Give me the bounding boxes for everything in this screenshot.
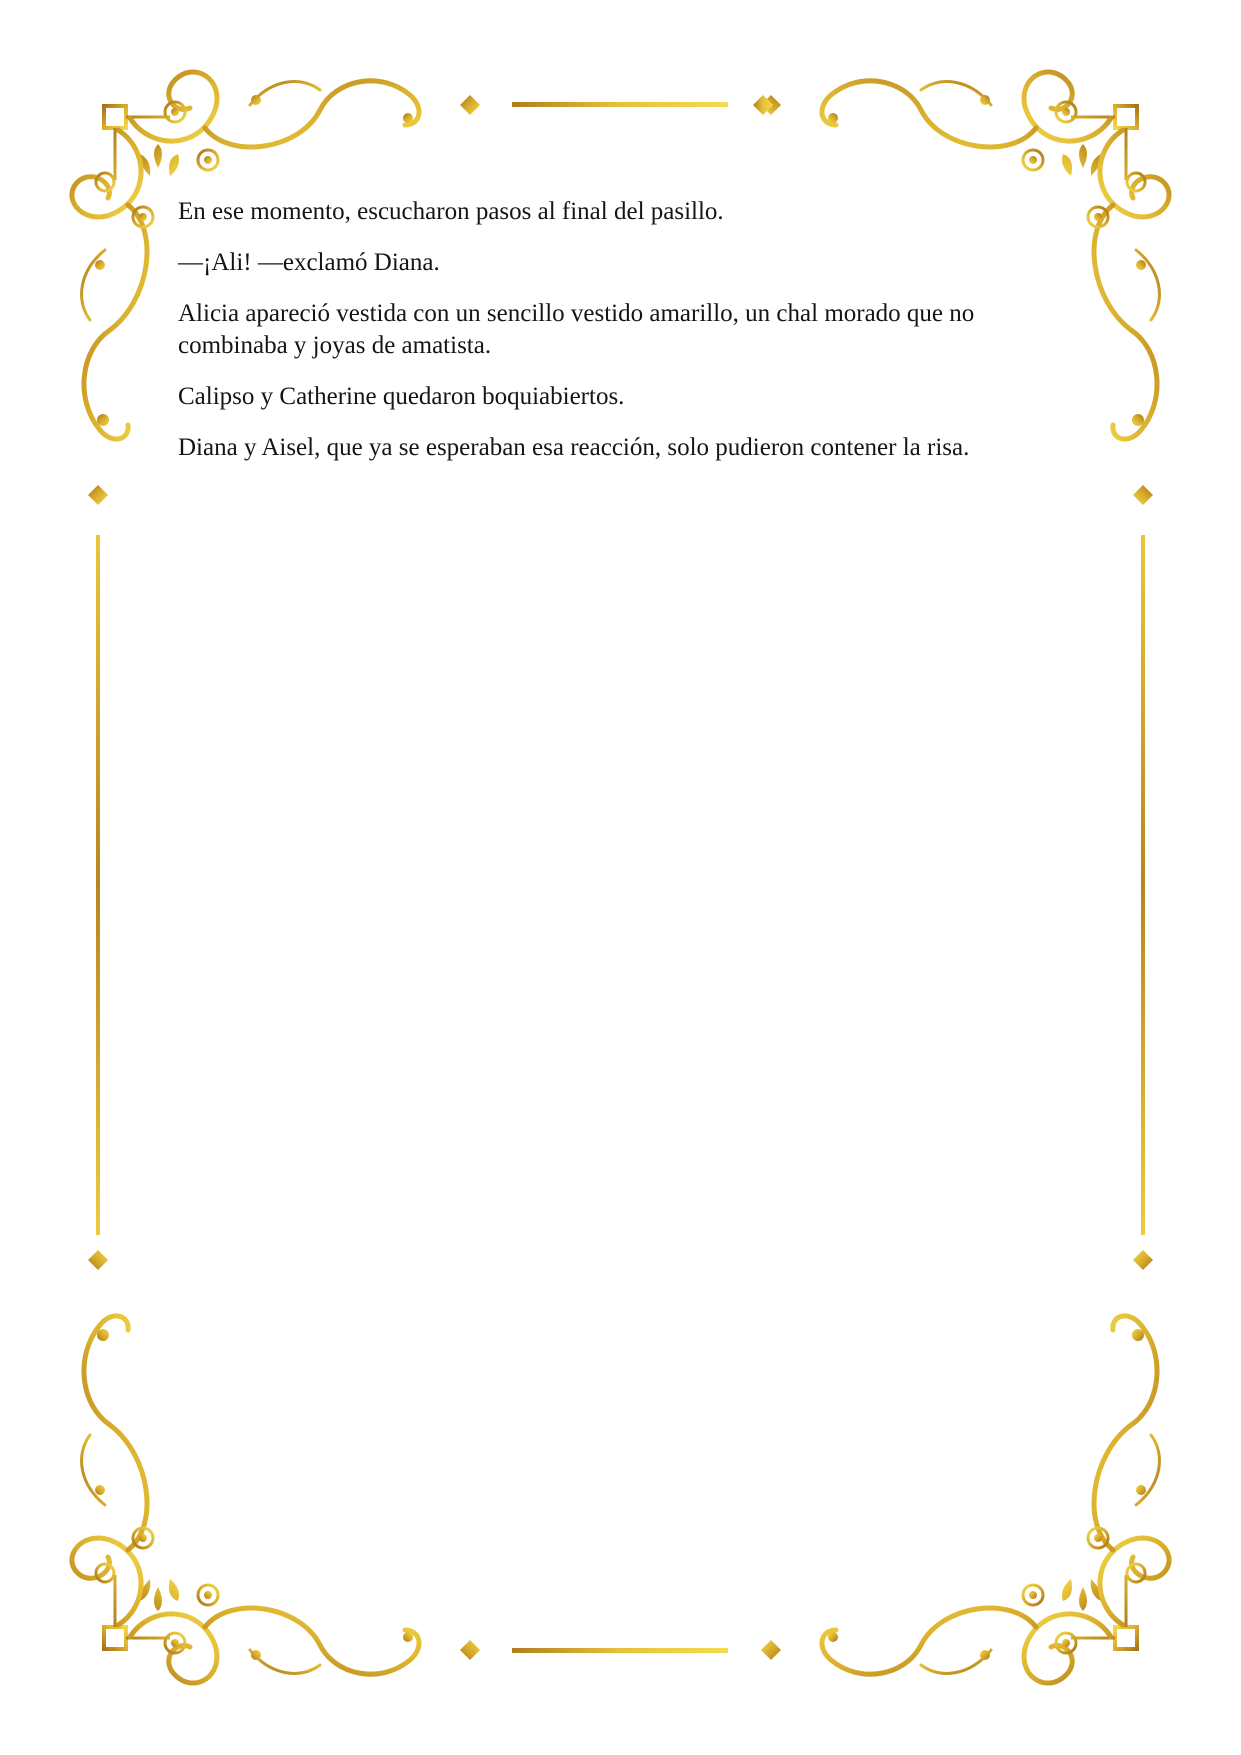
paragraph: Calipso y Catherine quedaron boquiabiertos.: [178, 383, 625, 410]
right-side-bar: [1141, 535, 1145, 1235]
paragraph: En ese momento, escucharon pasos al final del pasillo.: [178, 198, 724, 225]
paragraph: —¡Ali! —exclamó Diana.: [178, 249, 440, 276]
corner-ornament-bottom-left: [72, 1250, 480, 1683]
left-side-bar: [96, 535, 100, 1235]
bottom-center-bar: [512, 1648, 728, 1653]
paragraph: Alicia apareció vestida con un sencillo vestido amarillo, un chal morado que no combinaba y joyas de amatista.: [178, 300, 975, 359]
paragraph: Diana y Aisel, que ya se esperaban esa reacción, solo pudieron contener la risa.: [178, 434, 970, 461]
page-text: [178, 196, 1078, 483]
top-center-bar: [512, 95, 773, 115]
corner-ornament-bottom-right: [761, 1250, 1169, 1683]
